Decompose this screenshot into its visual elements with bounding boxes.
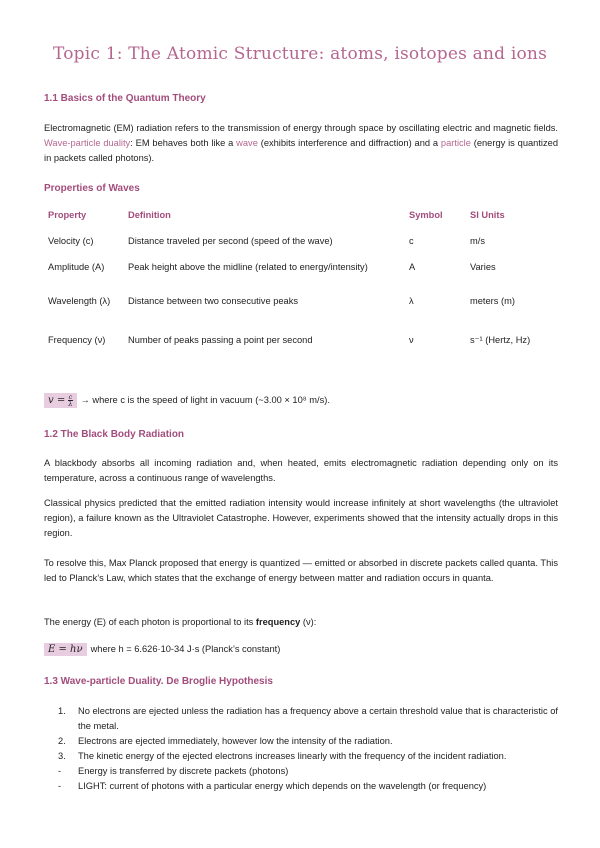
fraction: $\frac{c}{\lambda}$ [68, 393, 73, 408]
blackbody-paragraph: A blackbody absorbs all incoming radiation and, when heated, emits electromagnetic radiation depending only on its temperature, across a continuous range of wavelengths. [44, 458, 558, 483]
list-item: - Energy is transferred by discrete packets (photons) [58, 766, 289, 776]
column-header: Property [48, 210, 87, 220]
property-cell: Amplitude (A) [48, 262, 105, 272]
wpd-label: Wave-particle duality [44, 138, 131, 148]
wave-speed-formula: v = $\frac{c}{\lambda}$ → where c is the speed of light in vacuum (~3.00 × 10⁸ m/s). [44, 393, 330, 408]
column-header: SI Units [470, 210, 505, 220]
wave-word: wave [236, 138, 258, 148]
planck-paragraph: To resolve this, Max Planck proposed that energy is quantized — emitted or absorbed in discrete packets called quanta. This led to Planck’s Law, which states that the exchange of energy between matter and radiation occurs in quanta. [44, 558, 558, 583]
em-radiation-paragraph: Electromagnetic (EM) radiation refers to the transmission of energy through space by oscillating electric and magnetic fields. Wave-particle duality: EM behaves both like a wave (exhibits interference and diffraction) and a particle (energy is quantized in packets called photons). [44, 123, 558, 163]
table-row [44, 290, 558, 332]
particle-word: particle [440, 138, 471, 148]
column-header: Symbol [409, 210, 443, 220]
table-row [44, 332, 558, 358]
list-item: 3. The kinetic energy of the ejected electrons increases linearly with the frequency of the incident radiation. [58, 751, 507, 761]
property-cell: Frequency (ν) [48, 335, 106, 345]
planck-equation: E = hν [44, 643, 87, 656]
photoelectric-list [44, 704, 558, 794]
wave-properties-table [44, 202, 558, 358]
section-heading-quantum-theory: 1.1 Basics of the Quantum Theory [44, 93, 206, 104]
table-row [44, 228, 558, 254]
symbol-cell: ν [409, 335, 414, 345]
properties-of-waves-heading: Properties of Waves [44, 183, 140, 194]
section-heading-black-body: 1.2 The Black Body Radiation [44, 429, 185, 440]
units-cell: m/s [470, 236, 485, 246]
uv-catastrophe-paragraph: Classical physics predicted that the emitted radiation intensity would increase infinitely at short wavelengths (the ultraviolet region), a failure known as the Ultraviolet Catastrophe. However, experiments showed that the intensity actually drops in this region. [44, 498, 558, 538]
section-heading-de-broglie: 1.3 Wave-particle Duality. De Broglie Hypothesis [44, 676, 273, 687]
symbol-cell: λ [409, 296, 414, 306]
units-cell: meters (m) [470, 296, 515, 306]
symbol-cell: A [409, 262, 416, 272]
symbol-cell: c [409, 236, 414, 246]
photon-energy-paragraph: The energy (E) of each photon is proportional to its frequency (ν): [44, 617, 317, 627]
column-header: Definition [128, 210, 171, 220]
planck-formula: E = hν where h = 6.626·10-34 J·s (Planck’s constant) [44, 643, 280, 656]
definition-cell: Peak height above the midline (related to energy/intensity) [128, 262, 368, 272]
table-row [44, 254, 558, 290]
list-item: - LIGHT: current of photons with a particular energy which depends on the wavelength (or frequency) [58, 781, 487, 791]
definition-cell: Distance between two consecutive peaks [128, 296, 299, 306]
units-cell: Varies [470, 262, 496, 272]
definition-cell: Number of peaks passing a point per second [128, 335, 313, 345]
page-title: Topic 1: The Atomic Structure: atoms, isotopes and ions [53, 44, 547, 64]
units-cell: s⁻¹ (Hertz, Hz) [470, 335, 531, 345]
property-cell: Wavelength (λ) [48, 296, 111, 306]
wave-equation: v = $\frac{c}{\lambda}$ [44, 393, 77, 408]
list-item: 1. No electrons are ejected unless the radiation has a frequency above a certain threshold value that is characteristic of the metal. [58, 706, 558, 731]
definition-cell: Distance traveled per second (speed of the wave) [128, 236, 333, 246]
list-item: 2. Electrons are ejected immediately, however low the intensity of the radiation. [58, 736, 393, 746]
table-header-row [44, 202, 558, 228]
property-cell: Velocity (c) [48, 236, 94, 246]
